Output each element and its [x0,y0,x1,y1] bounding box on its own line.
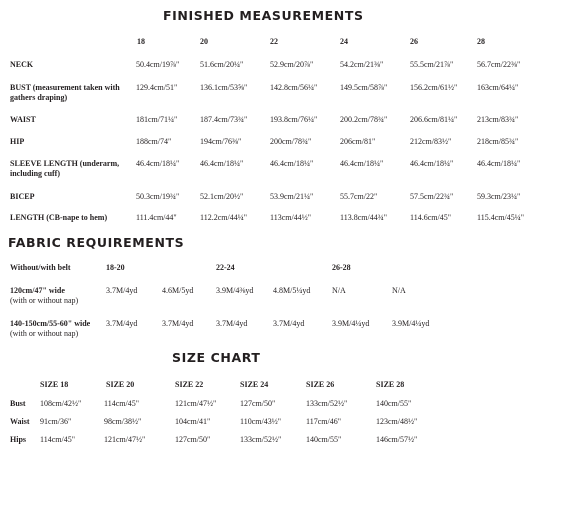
table-cell: 51.6cm/20¼" [200,60,244,69]
table-cell: 113cm/44½" [270,213,311,222]
fabric-row-label-120cm: 120cm/47" wide [10,286,65,295]
table-cell: 142.8cm/56¼" [270,83,318,92]
table-cell: 55.7cm/22" [340,192,378,201]
table-cell: 146cm/57½" [376,435,418,444]
table-cell: 108cm/42½" [40,399,82,408]
size-header-26: 26 [410,37,418,46]
table-cell: 136.1cm/53⅝" [200,83,248,92]
fabric-row-sublabel: (with or without nap) [10,296,79,305]
table-cell: 133cm/52½" [240,435,282,444]
fabric-row-sublabel: (with or without nap) [10,329,79,338]
table-cell: 200cm/78¾" [270,137,312,146]
row-label-sleeve-length-line2: including cuff) [10,169,61,178]
table-cell: 206.6cm/81¼" [410,115,458,124]
table-cell: 54.2cm/21⅜" [340,60,384,69]
table-cell: 46.4cm/18¼" [340,159,384,168]
table-cell: N/A [392,286,406,295]
size-header-18: 18 [137,37,145,46]
size-chart-header-28: SIZE 28 [376,380,405,389]
table-cell: 115.4cm/45¼" [477,213,524,222]
size-header-22: 22 [270,37,278,46]
table-cell: 53.9cm/21¼" [270,192,314,201]
table-cell: 127cm/50" [175,435,211,444]
fabric-requirements-title: FABRIC REQUIREMENTS [8,235,185,250]
table-cell: 98cm/38½" [104,417,142,426]
size-chart-header-18: SIZE 18 [40,380,69,389]
fabric-range-22-24: 22-24 [216,263,235,272]
table-cell: 91cm/36" [40,417,72,426]
table-cell: 3.7M/4yd [106,286,138,295]
table-cell: 121cm/47½" [104,435,146,444]
table-cell: 46.4cm/18¼" [200,159,244,168]
table-cell: 3.7M/4yd [106,319,138,328]
table-cell: 50.4cm/19⅞" [136,60,180,69]
table-cell: 113.8cm/44¾" [340,213,387,222]
row-label-bicep: BICEP [10,192,35,201]
table-cell: 4.6M/5yd [162,286,194,295]
table-cell: 52.1cm/20½" [200,192,244,201]
size-header-24: 24 [340,37,348,46]
table-cell: 194cm/76⅜" [200,137,242,146]
table-cell: 156.2cm/61½" [410,83,458,92]
table-cell: 218cm/85¾" [477,137,519,146]
size-header-28: 28 [477,37,485,46]
table-cell: 46.4cm/18¼" [410,159,454,168]
fabric-range-26-28: 26-28 [332,263,351,272]
table-cell: 46.4cm/18¼" [477,159,521,168]
table-cell: 133cm/52½" [306,399,348,408]
size-chart-label-hips: Hips [10,435,27,444]
table-cell: 111.4cm/44" [136,213,177,222]
table-cell: 52.9cm/20⅞" [270,60,314,69]
size-chart-header-26: SIZE 26 [306,380,335,389]
row-label-neck: NECK [10,60,34,69]
table-cell: 56.7cm/22⅜" [477,60,521,69]
table-cell: 212cm/83½" [410,137,452,146]
table-cell: 3.9M/4¼yd [392,319,430,328]
table-cell: 110cm/43½" [240,417,281,426]
fabric-range-18-20: 18-20 [106,263,125,272]
table-cell: 200.2cm/78¾" [340,115,388,124]
table-cell: 181cm/71¼" [136,115,178,124]
table-cell: 188cm/74" [136,137,172,146]
table-cell: 46.4cm/18¼" [270,159,314,168]
size-chart-title: SIZE CHART [172,350,261,365]
row-label-sleeve-length: SLEEVE LENGTH (underarm, [10,159,120,168]
table-cell: 3.9M/4¼yd [332,319,370,328]
table-cell: 149.5cm/58⅞" [340,83,388,92]
table-cell: 46.4cm/18¼" [136,159,180,168]
table-cell: 127cm/50" [240,399,276,408]
table-cell: 104cm/41" [175,417,211,426]
table-cell: 55.5cm/21⅞" [410,60,454,69]
table-cell: 114cm/45" [104,399,139,408]
table-cell: 123cm/48½" [376,417,418,426]
table-cell: 121cm/47½" [175,399,217,408]
table-cell: 129.4cm/51" [136,83,178,92]
table-cell: 187.4cm/73¾" [200,115,248,124]
fabric-header-label: Without/with belt [10,263,71,272]
fabric-row-label-140-150cm: 140-150cm/55-60" wide [10,319,91,328]
table-cell: 4.8M/5¼yd [273,286,311,295]
size-header-20: 20 [200,37,208,46]
table-cell: 112.2cm/44¼" [200,213,247,222]
row-label-bust-line2: gathers draping) [10,93,68,102]
table-cell: 193.8cm/76¼" [270,115,318,124]
size-chart-header-24: SIZE 24 [240,380,269,389]
size-chart-label-bust: Bust [10,399,26,408]
size-chart-header-22: SIZE 22 [175,380,204,389]
table-cell: 140cm/55" [376,399,412,408]
table-cell: 163cm/64¼" [477,83,519,92]
table-cell: 59.3cm/23¼" [477,192,521,201]
table-cell: 114.6cm/45" [410,213,451,222]
row-label-waist: WAIST [10,115,36,124]
table-cell: 213cm/83¾" [477,115,519,124]
table-cell: 117cm/46" [306,417,341,426]
row-label-length: LENGTH (CB-nape to hem) [10,213,108,222]
table-cell: 3.9M/4⅜yd [216,286,254,295]
finished-measurements-title: FINISHED MEASUREMENTS [163,8,364,23]
size-chart-header-20: SIZE 20 [106,380,135,389]
table-cell: 3.7M/4yd [216,319,248,328]
size-chart-label-waist: Waist [10,417,30,426]
table-cell: 57.5cm/22¾" [410,192,454,201]
row-label-bust: BUST (measurement taken with [10,83,120,92]
table-cell: N/A [332,286,346,295]
table-cell: 140cm/55" [306,435,342,444]
row-label-hip: HIP [10,137,25,146]
table-cell: 3.7M/4yd [273,319,305,328]
table-cell: 206cm/81" [340,137,376,146]
table-cell: 114cm/45" [40,435,75,444]
table-cell: 50.3cm/19¾" [136,192,180,201]
table-cell: 3.7M/4yd [162,319,194,328]
